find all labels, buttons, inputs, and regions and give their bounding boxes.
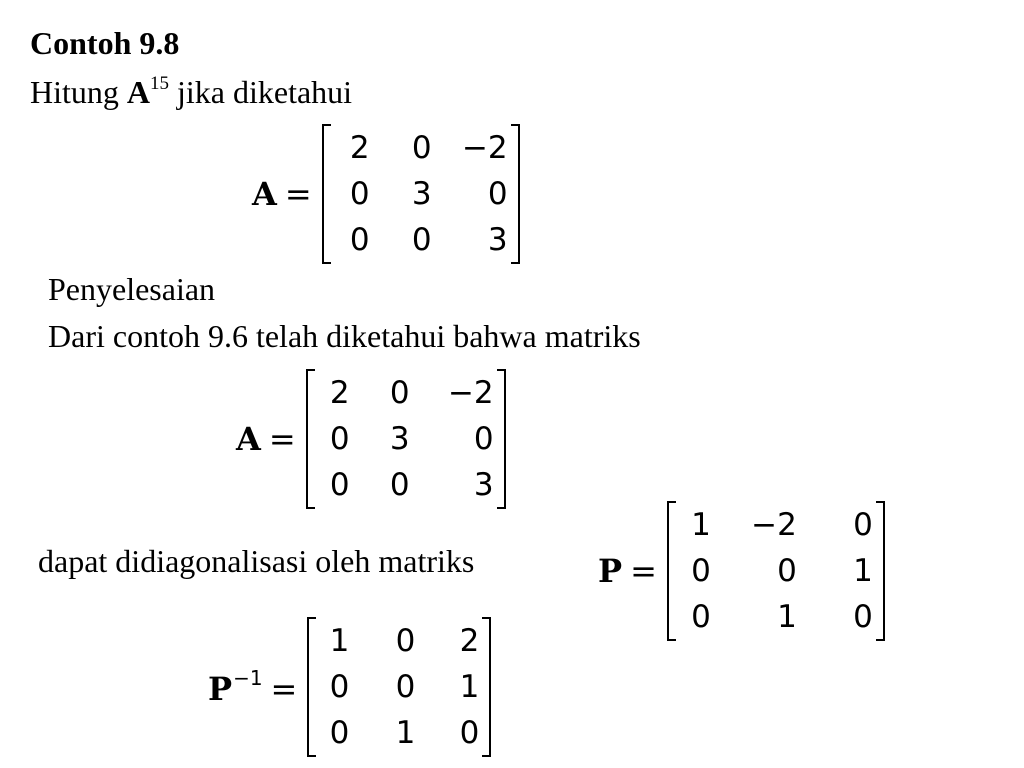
matrix-name: A: [236, 420, 261, 458]
equation-p-inverse: [208, 621, 491, 753]
matrix-cell: 0: [411, 222, 432, 258]
matrix-cell: 0: [329, 421, 350, 457]
matrix-p: [667, 505, 885, 637]
matrix-cell: 0: [411, 130, 432, 166]
matrix-name: P: [208, 670, 233, 708]
matrix-cell: 1: [329, 623, 350, 659]
matrix-cell: 1: [459, 669, 480, 705]
matrix-cell: 0: [473, 421, 494, 457]
problem-suffix: jika diketahui: [169, 74, 353, 110]
solution-statement: Dari contoh 9.6 telah diketahui bahwa matriks: [48, 318, 641, 354]
matrix-cell: 0: [389, 375, 410, 411]
matrix-p-inverse: [307, 621, 491, 753]
matrix-cell: 0: [691, 599, 711, 635]
equals-sign: =: [630, 552, 657, 590]
inverse-exponent: −1: [233, 666, 263, 690]
problem-power: 15: [150, 73, 169, 94]
matrix-cell: 2: [349, 130, 370, 166]
matrix-cell: 0: [853, 507, 873, 543]
matrix-cell: 3: [473, 467, 494, 503]
matrix-cell: −2: [751, 507, 797, 543]
equation-p: [598, 505, 885, 637]
matrix-cell: 0: [487, 176, 508, 212]
matrix-cell: 1: [691, 507, 711, 543]
matrix-cell: 0: [777, 553, 797, 589]
equation-lhs: [236, 420, 296, 458]
matrix-a: [306, 373, 506, 505]
matrix-cell: 0: [691, 553, 711, 589]
diagonalization-text: dapat didiagonalisasi oleh matriks: [38, 543, 475, 579]
matrix-cell: 0: [329, 715, 350, 751]
matrix-cell: 0: [395, 623, 416, 659]
equation-lhs: [252, 175, 312, 213]
matrix-cell: 0: [349, 176, 370, 212]
matrix-name: P: [598, 552, 623, 590]
matrix-cell: 0: [853, 599, 873, 635]
matrix-cell: 1: [395, 715, 416, 751]
matrix-cell: 0: [329, 467, 350, 503]
matrix-cell: −2: [461, 130, 508, 166]
equation-a-given: [252, 128, 520, 260]
equation-lhs: [598, 552, 657, 590]
matrix-cell: 3: [389, 421, 410, 457]
equals-sign: =: [284, 175, 312, 213]
matrix-name: A: [252, 175, 277, 213]
matrix-cell: 2: [459, 623, 480, 659]
problem-prefix: Hitung: [30, 74, 127, 110]
matrix-cell: −2: [447, 375, 494, 411]
matrix-cell: 0: [349, 222, 370, 258]
solution-heading: Penyelesaian: [48, 271, 216, 307]
matrix-cell: 0: [395, 669, 416, 705]
equals-sign: =: [270, 670, 298, 708]
matrix-cell: 1: [777, 599, 797, 635]
example-title: Contoh 9.8: [30, 25, 180, 61]
matrix-cell: 1: [853, 553, 873, 589]
matrix-cell: 2: [329, 375, 350, 411]
matrix-cell: 0: [329, 669, 350, 705]
problem-statement: [30, 74, 352, 108]
matrix-cell: 0: [389, 467, 410, 503]
matrix-a: [322, 128, 520, 260]
equation-a-recall: [236, 373, 506, 505]
equals-sign: =: [268, 420, 296, 458]
problem-variable: A: [126, 74, 150, 110]
matrix-cell: 3: [411, 176, 432, 212]
matrix-cell: 0: [459, 715, 480, 751]
equation-lhs: [208, 666, 297, 708]
matrix-cell: 3: [487, 222, 508, 258]
